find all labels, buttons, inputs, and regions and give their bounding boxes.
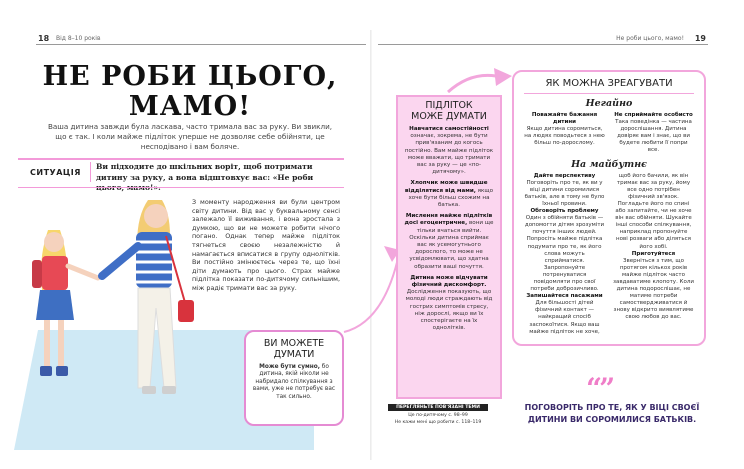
column-text: щоб його бачили, як він тримає вас за руку, йому все одно потрібен фізичний зв'язок. Погладьте його по спині або запитайте, чи не хоче він вас обійняти. Шукайте інші способи спілкування, наприклад пропонуйте нові розваги або діляться його хобі. [615,172,692,250]
column-text: Один з обійняти батьків — допомогти дітям зрозуміти почуття інших людей. Попросіть майже підлітка подумати про те, як його слова можуть сприйматися. Запропонуйте потренуватися повідомляти про свої потреби доброзичливо. [524,215,605,293]
immediately-column [613,112,694,155]
how-to-react-rule [524,93,694,94]
you-may-think-body: бо дитина, якій ніколи не набридало спілкування з вами, уже не потребує вас так сильно. [252,364,336,400]
immediately-column [524,112,605,155]
how-to-react-title: ЯК МОЖНА ЗРЕАГУВАТИ [545,78,673,89]
related-topics-title: ПЕРЕГЛЯНЬТЕ ПОВ'ЯЗАНІ ТЕМИ [388,404,488,411]
future-column [524,173,605,336]
page-title [40,62,340,122]
you-may-think-text [252,364,336,401]
situation-bottom-rule [18,187,344,188]
column-head: Не сприймайте особисто [614,112,693,118]
column-text: Така поведінка — частина дорослішання. Дитина довіряє вам і знає, що ви будете любити її попри все. [615,119,692,154]
left-page-number: 18 [38,34,50,43]
title-line-2: МАМО! [128,91,252,122]
arrow-head-icon [494,68,512,86]
you-may-think-lead: Може бути сумно, [259,364,320,370]
teen-section-text: вони ще тільки вчаться вийти. Оскільки дитина сприймає вас як усемогутнього дорослого, то може не усвідомлювати, що здатна образити ваші почуття. [409,220,494,270]
teen-section-head: Хлопчик може швидше відділятися від мами, [404,180,488,194]
right-running-header: Не роби цього, мамо! [616,35,684,42]
mother-figure [102,200,194,394]
intro-paragraph: Ваша дитина завжди була ласкава, часто тримала вас за руку. Ви звикли, що є так. І коли майже підліток уперше не дозволяє себе обійняти, це несподівано і вам боляче. [47,122,333,151]
column-head: Запишайтеся пасажами [526,293,603,300]
right-header-rule [378,44,708,45]
teen-section-text: якщо хоче бути більш схожим на батька. [408,187,494,209]
immediately-label: Негайно [585,98,633,109]
body-paragraph: З моменту народження ви були центром світу дитини. Від вас у буквальному сенсі залежало її виживання, і вона зростала з думкою, що ви не можете робити нічого погано. Однак тепер майже підліток тягнеться своєю незалежністю й намагається вписатися в групу однолітків. Ви постійно змінюєтесь через те, що їхні діти думають про цього. Страх майже підлітка показати по-дитячому сильнішим, між радіє тримати вас за руку. [192,198,340,292]
teen-section-head: Дитина може відчувати фізичний дискомфорт. [410,274,488,289]
you-may-think-title-line-2: ДУМАТИ [273,349,315,360]
column-head: Дайте перспективу [533,172,596,179]
quote-marks-icon: “” [586,372,613,405]
how-to-react-box [512,70,706,346]
future-columns [524,173,694,336]
future-column [613,173,694,336]
teen-may-think-box [396,95,502,399]
pull-quote: ПОГОВОРІТЬ ПРО ТЕ, ЯК У ВІЦІ СВОЄЇ ДИТИНИ ВИ СОРОМИЛИСЯ БАТЬКІВ. [524,403,700,424]
column-text: Зверніться з тим, що протягом кількох років майже підліток часто завдаватиме клопоту. Коли дитина подорослішає, не матиме потреби самоствердживатися й знову відкрито виявлятиме свою любов до вас. [613,257,694,321]
teen-section [404,126,494,176]
you-may-think-title [246,338,342,360]
left-running-header: Від 8–10 років [56,35,101,42]
teen-section-text: означає, зокрема, не бути прив'язаним до когось постійно. Вам майже підліток може вважати, що тримати вас за руку — це «по-дитячому». [404,133,494,176]
title-line-1: НЕ РОБИ ЦЬОГО, [42,61,338,92]
teen-title-line-1: ПІДЛІТОК [425,100,473,111]
right-page-number: 19 [694,34,706,43]
related-topics-box [388,404,488,425]
immediately-columns [524,112,694,155]
situation-top-rule [18,158,344,160]
column-head: Приготуйтеся [631,250,676,257]
related-topic-line: Не кажи мені що робити с. 118–119 [394,420,482,425]
teen-section [404,180,494,209]
teen-section-head: Мислення майже підлітків досі егоцентричне, [404,213,493,227]
situation-divider [90,162,91,182]
teen-title-line-2: МОЖЕ ДУМАТИ [411,110,487,122]
you-may-think-bubble [244,330,344,426]
future-label: На майбутнє [571,158,647,170]
column-head: Поважайте бажання дитини [531,112,598,126]
you-may-think-title-line-1: ВИ МОЖЕТЕ [263,338,325,349]
teen-section [404,275,494,333]
situation-text: Ви підходите до шкільних воріт, щоб потримати дитину за руку, а вона відштовхує вас: «Не роби [96,162,314,182]
related-topic-line: Це по-дитячому с. 98–99 [408,413,468,418]
situation-label: СИТУАЦІЯ [30,168,81,177]
left-header-rule [36,44,366,45]
teen-section [404,213,494,271]
column-text: Поговоріть про те, як ви у віці дитини соромилися батьків, але в тому не було їхньої провини. [524,179,605,207]
column-text: Для більшості дітей фізичний контакт — найкращий спосіб заспокоїтися. Якщо ваш майже підліток не хоче, [529,300,600,335]
teen-may-think-title [398,101,500,122]
teen-section-text: Дослідження показують, що молоді люди страждають від гострих симптомів стресу, ніж дорослі, якщо ви їх спостерігаєте на їх однолітків. [405,289,493,332]
teen-section-head: Навчатися самостійності [409,126,489,132]
girl-figure [32,230,98,376]
column-head: Обговоріть проблему [530,208,599,215]
column-text: Якщо дитина соромиться, на людях поводьтеся з нею більш по-дорослому. [524,126,605,147]
